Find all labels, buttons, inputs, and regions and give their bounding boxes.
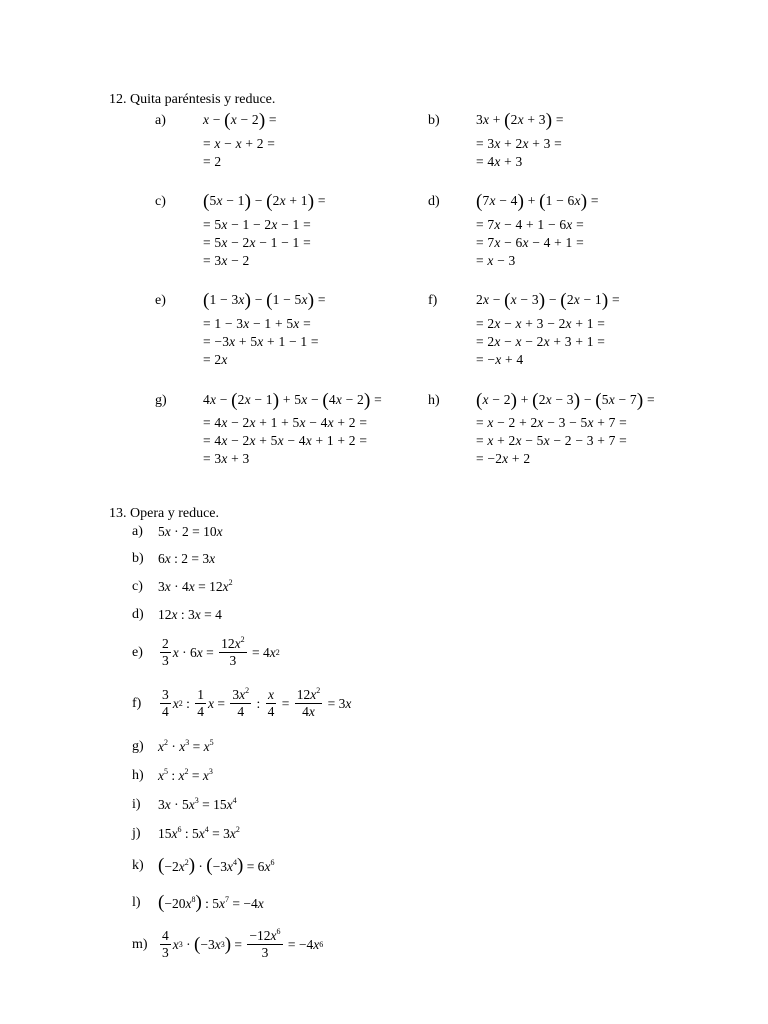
item-12g-line-4: = 3x + 3 [203,451,250,466]
item-13a-label: a) [132,524,143,539]
item-12d-line-1: (7x − 4) + (1 − 6x) = [476,191,599,212]
item-13b-label: b) [132,551,144,566]
item-13h: h) $x^5$ : $x^2 = x^3$ [132,767,213,783]
fraction: $\frac{1}{4}$ [197,687,205,720]
item-12e-label: e) [155,293,166,308]
item-13g-label: g) [132,739,144,754]
item-12b-line-1: 3x + (2x + 3) = [476,110,564,131]
item-12c-line-2: = 5x − 1 − 2x − 1 = [203,217,311,232]
item-12d-line-2: = 7x − 4 + 1 − 6x = [476,217,584,232]
item-12e-line-1: (1 − 3x) − (1 − 5x) = [203,290,326,311]
item-12g-label: g) [155,393,167,408]
fraction: $\frac{x}{4}$ [267,687,275,720]
item-12h-line-1: (x − 2) + (2x − 3) − (5x − 7) = [476,390,655,411]
exercise-12-heading: 12. Quita paréntesis y reduce. [109,92,276,107]
item-12c-label: c) [155,194,166,209]
item-12h-line-2: = x − 2 + 2x − 3 − 5x + 7 = [476,415,627,430]
item-13a: a) 5x · 2 = 10x [132,524,223,539]
item-12f-line-1: 2x − (x − 3) − (2x − 1) = [476,290,620,311]
fraction: $\frac{-12x^6}{3}$ [249,927,281,961]
item-12a-line-3: = 2 [203,154,222,169]
item-13f-label: f) [132,695,142,711]
item-12a-line-2: = x − x + 2 = [203,136,276,151]
item-13k-label: k) [132,858,144,873]
item-13b: b) 6x : 2 = 3x [132,551,216,566]
item-12d-line-3: = 7x − 6x − 4 + 1 = [476,235,584,250]
item-13c: c) $3x \cdot 4x = 12x^2$ [132,578,233,594]
item-13c-label: c) [132,579,143,594]
item-13m: m) $\frac{4}{3}$ x 3 · ( −3 x 3 ) = $\frac{-12x^6}{3}$ = −4 x 6 [132,927,324,961]
fraction: $\frac{2}{3}$ [162,636,169,669]
fraction: $\frac{12x^2}{4x}$ [296,686,321,720]
item-13m-label: m) [132,936,148,952]
item-12c-line-4: = 3x − 2 [203,253,250,268]
item-12e-line-3: = −3x + 5x + 1 − 1 = [203,334,319,349]
fraction: $\frac{12x^2}{3}$ [221,635,245,669]
item-12h-label: h) [428,393,440,408]
item-12d-line-4: = x − 3 [476,253,516,268]
item-12a-line-1: x − (x − 2) = [203,110,277,131]
item-12c-line-1: (5x − 1) − (2x + 1) = [203,191,326,212]
item-12g-line-1: 4x − (2x − 1) + 5x − (4x − 2) = [203,390,382,411]
item-13g: g) $x^2 \cdot x^3 = x^5$ [132,738,214,754]
fraction: $\frac{3}{4}$ [162,687,169,720]
item-12b-line-3: = 4x + 3 [476,154,523,169]
item-12g-line-2: = 4x − 2x + 1 + 5x − 4x + 2 = [203,415,368,430]
item-12f-line-4: = −x + 4 [476,352,524,367]
item-13e: e) $\frac{2}{3}$ x · 6 x = $\frac{12x^2}{3}$ = 4 x 2 [132,635,280,669]
item-13i-label: i) [132,797,141,812]
item-12f-line-2: = 2x − x + 3 − 2x + 1 = [476,316,606,331]
item-13k: k) $(-2x^2) \cdot (-3x^4) = 6x^6$ [132,855,275,876]
item-13i: i) $3x \cdot 5x^3 = 15x^4$ [132,796,237,812]
item-12a-label: a) [155,113,166,128]
item-13l-label: l) [132,895,141,910]
item-12b-line-2: = 3x + 2x + 3 = [476,136,562,151]
item-13j: j) $15x^6$ : $5x^4 = 3x^2$ [132,825,240,841]
item-13e-label: e) [132,644,143,660]
item-13j-label: j) [132,826,141,841]
item-12h-line-4: = −2x + 2 [476,451,531,466]
item-13f: f) $\frac{3}{4}$ x 2 : $\frac{1}{4}$ x = $\frac{3x^2}{4}$ : $\frac{x}{4}$ = $\frac{12x^2}{4x}$ = 3 x [132,686,352,720]
item-12e-line-2: = 1 − 3x − 1 + 5x = [203,316,311,331]
item-13h-label: h) [132,768,144,783]
item-12g-line-3: = 4x − 2x + 5x − 4x + 1 + 2 = [203,433,368,448]
item-13d: d) 12x : 3x = 4 [132,607,222,622]
item-12d-label: d) [428,194,440,209]
fraction: $\frac{4}{3}$ [162,928,169,961]
item-13l: l) $(-20x^8)$ : $5x^7 = -4x$ [132,892,264,913]
exercise-13-heading: 13. Opera y reduce. [109,506,220,521]
fraction: $\frac{3x^2}{4}$ [232,686,250,720]
item-12b-label: b) [428,113,440,128]
item-12c-line-3: = 5x − 2x − 1 − 1 = [203,235,311,250]
item-12e-line-4: = 2x [203,352,228,367]
item-12h-line-3: = x + 2x − 5x − 2 − 3 + 7 = [476,433,627,448]
item-12f-line-3: = 2x − x − 2x + 3 + 1 = [476,334,606,349]
item-13d-label: d) [132,607,144,622]
item-12f-label: f) [428,293,438,308]
